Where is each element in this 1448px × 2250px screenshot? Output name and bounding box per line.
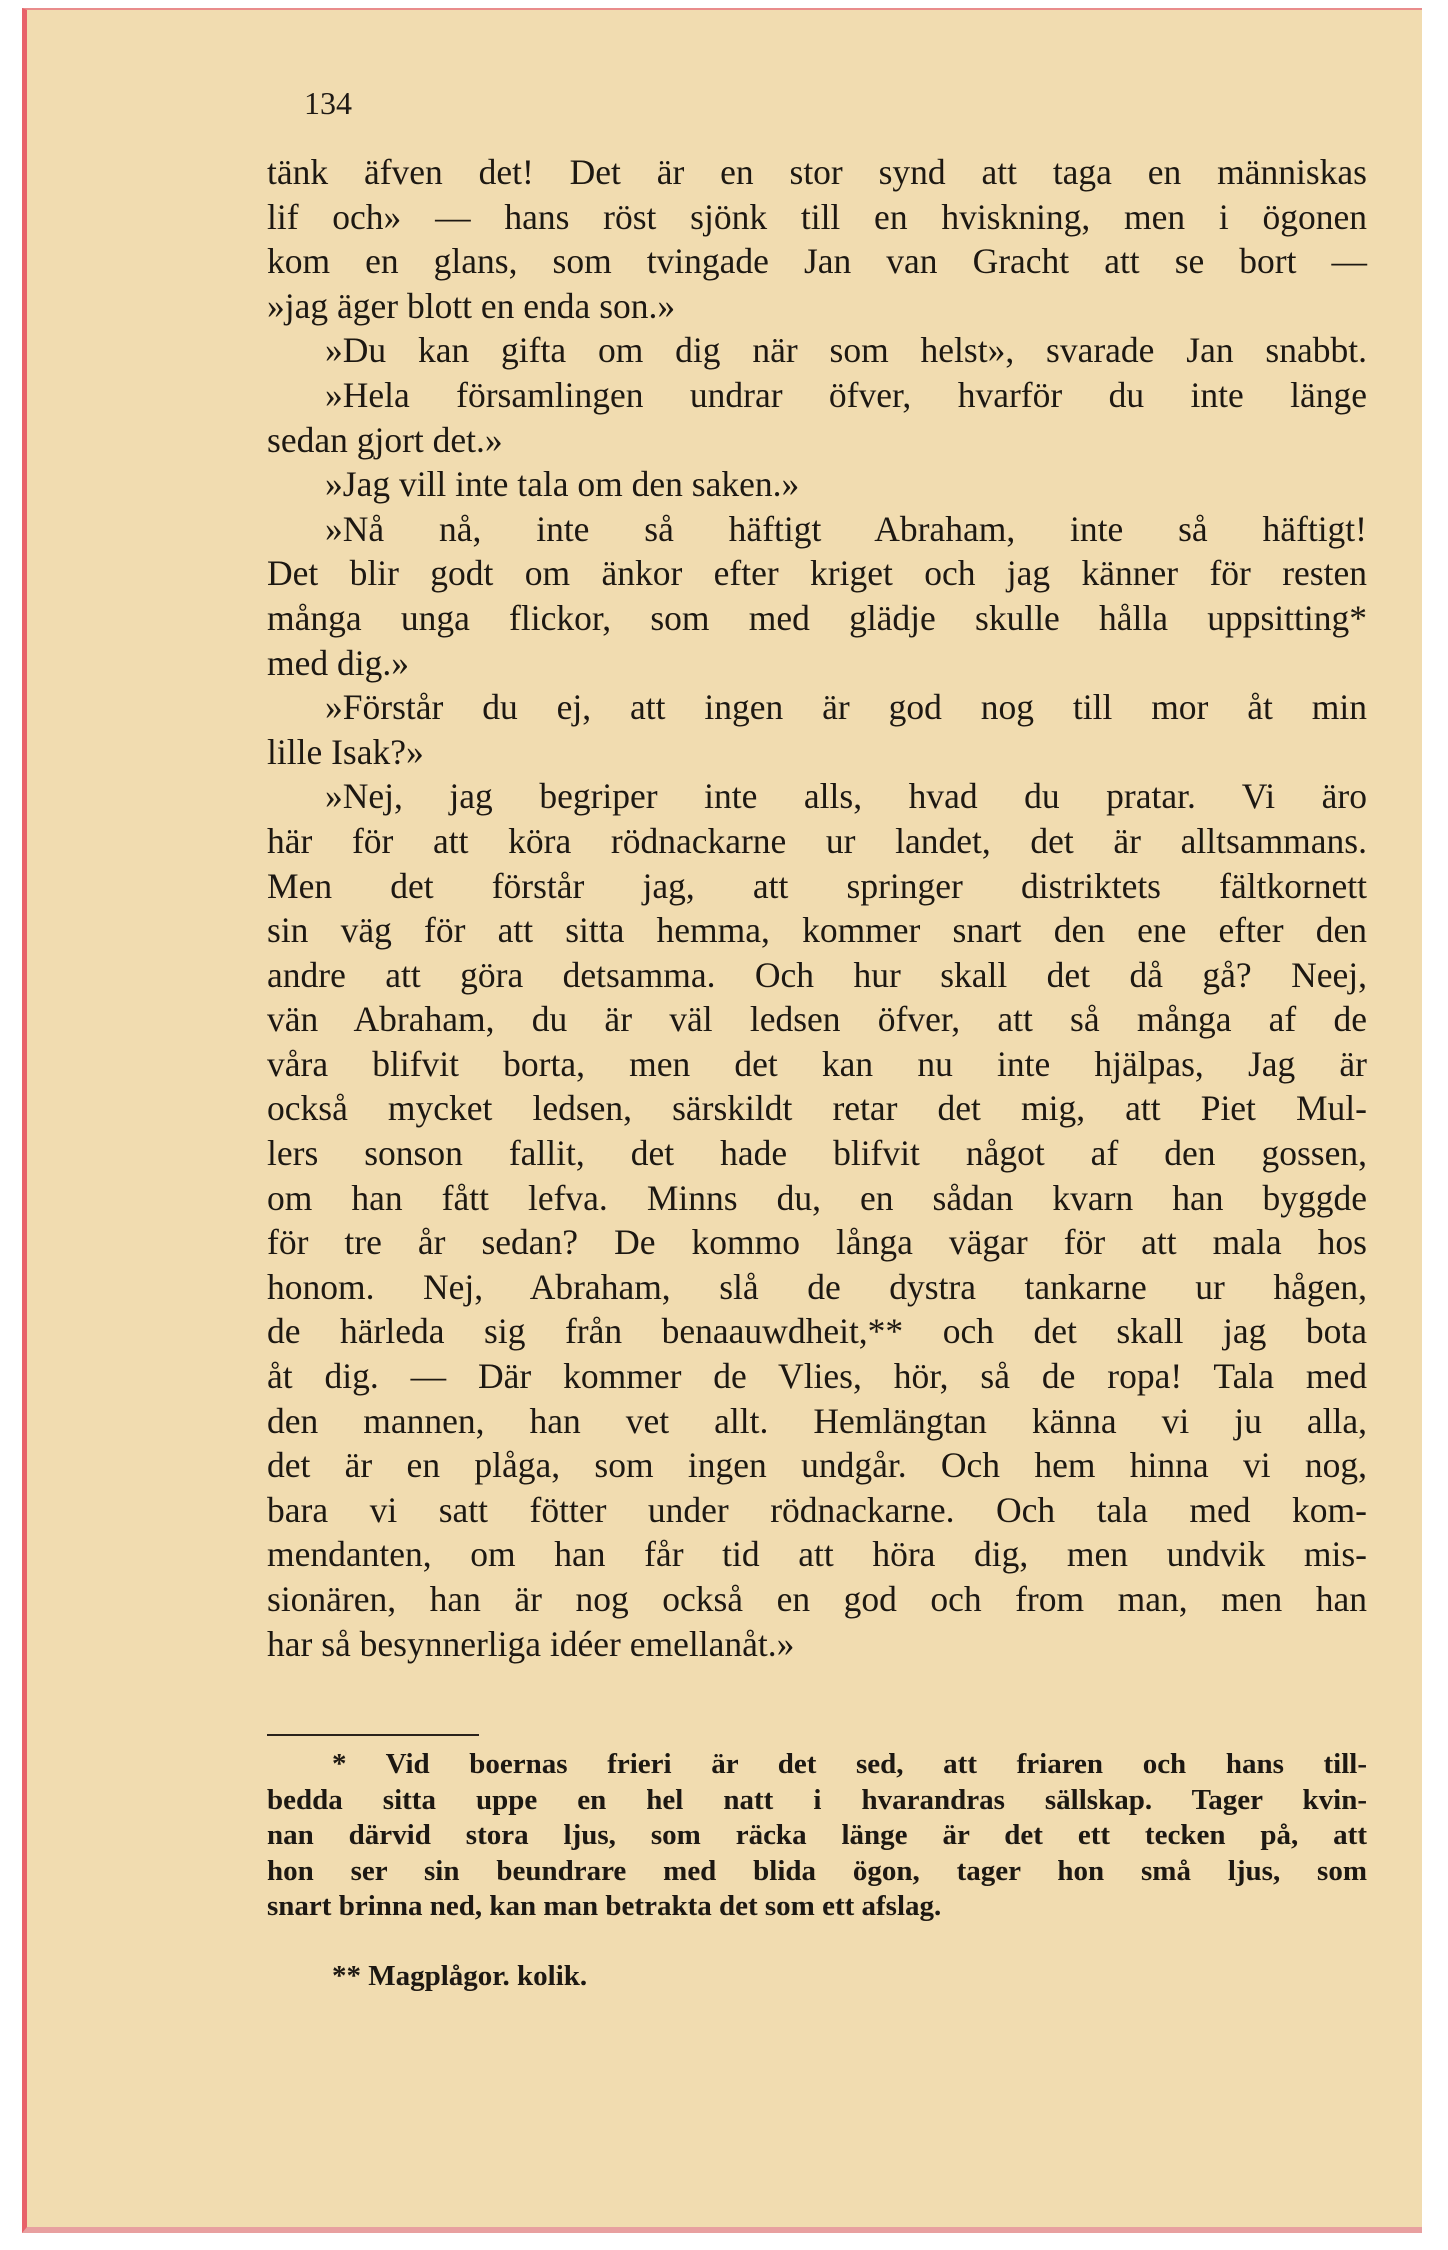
text-line: här för att köra rödnackarne ur landet, det är alltsammans.	[267, 820, 1367, 861]
text-line: »Jag vill inte tala om den saken.»	[325, 464, 800, 505]
footnote-rule	[267, 1734, 479, 1736]
text-line: med dig.»	[267, 642, 409, 683]
text-line: lif och» — hans röst sjönk till en hviskning, men i ögonen	[267, 196, 1367, 237]
footnote-line: snart brinna ned, kan man betrakta det som ett afslag.	[267, 1890, 942, 1922]
text-line: sedan gjort det.»	[267, 419, 503, 460]
body-text	[267, 150, 1367, 1666]
book-page	[22, 8, 1422, 2233]
footnote-2: ** Magplågor. kolik.	[332, 1960, 588, 1992]
text-line: »Nå nå, inte så häftigt Abraham, inte så häftigt!	[325, 508, 1367, 549]
text-line: »Nej, jag begriper inte alls, hvad du pratar. Vi äro	[325, 776, 1367, 817]
text-line: »Förstår du ej, att ingen är god nog till mor åt min	[325, 687, 1367, 728]
text-line: sin väg för att sitta hemma, kommer snart den ene efter den	[267, 910, 1367, 951]
page-number: 134	[304, 85, 352, 121]
text-line: Det blir godt om änkor efter kriget och jag känner för resten	[267, 553, 1367, 594]
text-line: »Du kan gifta om dig när som helst», svarade Jan snabbt.	[325, 330, 1367, 371]
text-line: också mycket ledsen, särskildt retar det mig, att Piet Mul-	[267, 1088, 1367, 1129]
text-line: kom en glans, som tvingade Jan van Gracht att se bort —	[267, 241, 1367, 282]
footnote-line: * Vid boernas frieri är det sed, att friaren och hans till-	[332, 1748, 1367, 1780]
text-line: mendanten, om han får tid att höra dig, men undvik mis-	[267, 1534, 1367, 1575]
text-line: Men det förstår jag, att springer distriktets fältkornett	[267, 865, 1367, 906]
text-line: våra blifvit borta, men det kan nu inte hjälpas, Jag är	[267, 1043, 1367, 1084]
footnote-line: bedda sitta uppe en hel natt i hvarandras sällskap. Tager kvin-	[267, 1783, 1367, 1816]
text-line: andre att göra detsamma. Och hur skall det då gå? Neej,	[267, 954, 1367, 995]
text-line: »Hela församlingen undrar öfver, hvarför du inte länge	[325, 374, 1367, 415]
text-line: för tre år sedan? De kommo långa vägar för att mala hos	[267, 1222, 1367, 1263]
footnote-line: nan därvid stora ljus, som räcka länge är det ett tecken på, att	[267, 1819, 1367, 1851]
text-line: bara vi satt fötter under rödnackarne. Och tala med kom-	[267, 1489, 1367, 1530]
text-line: honom. Nej, Abraham, slå de dystra tankarne ur hågen,	[267, 1266, 1367, 1307]
text-line: om han fått lefva. Minns du, en sådan kvarn han byggde	[267, 1177, 1367, 1218]
text-line: den mannen, han vet allt. Hemlängtan känna vi ju alla,	[267, 1400, 1367, 1441]
text-line: har så besynnerliga idéer emellanåt.»	[267, 1623, 795, 1664]
text-line: de härleda sig från benaauwdheit,** och det skall jag bota	[267, 1311, 1367, 1352]
text-line: lers sonson fallit, det hade blifvit något af den gossen,	[267, 1133, 1367, 1174]
footnote-1	[267, 1747, 1367, 1925]
text-line: många unga flickor, som med glädje skulle hålla uppsitting*	[267, 597, 1367, 638]
text-line: det är en plåga, som ingen undgår. Och hem hinna vi nog,	[267, 1445, 1367, 1486]
text-line: tänk äfven det! Det är en stor synd att taga en människas	[267, 152, 1367, 192]
text-line: sionären, han är nog också en god och from man, men han	[267, 1579, 1367, 1619]
text-line: lille Isak?»	[267, 731, 424, 772]
text-line: »jag äger blott en enda son.»	[267, 285, 676, 326]
text-line: åt dig. — Där kommer de Vlies, hör, så de ropa! Tala med	[267, 1356, 1367, 1397]
text-line: vän Abraham, du är väl ledsen öfver, att så många af de	[267, 999, 1367, 1040]
footnote-line: hon ser sin beundrare med blida ögon, tager hon små ljus, som	[267, 1854, 1367, 1887]
